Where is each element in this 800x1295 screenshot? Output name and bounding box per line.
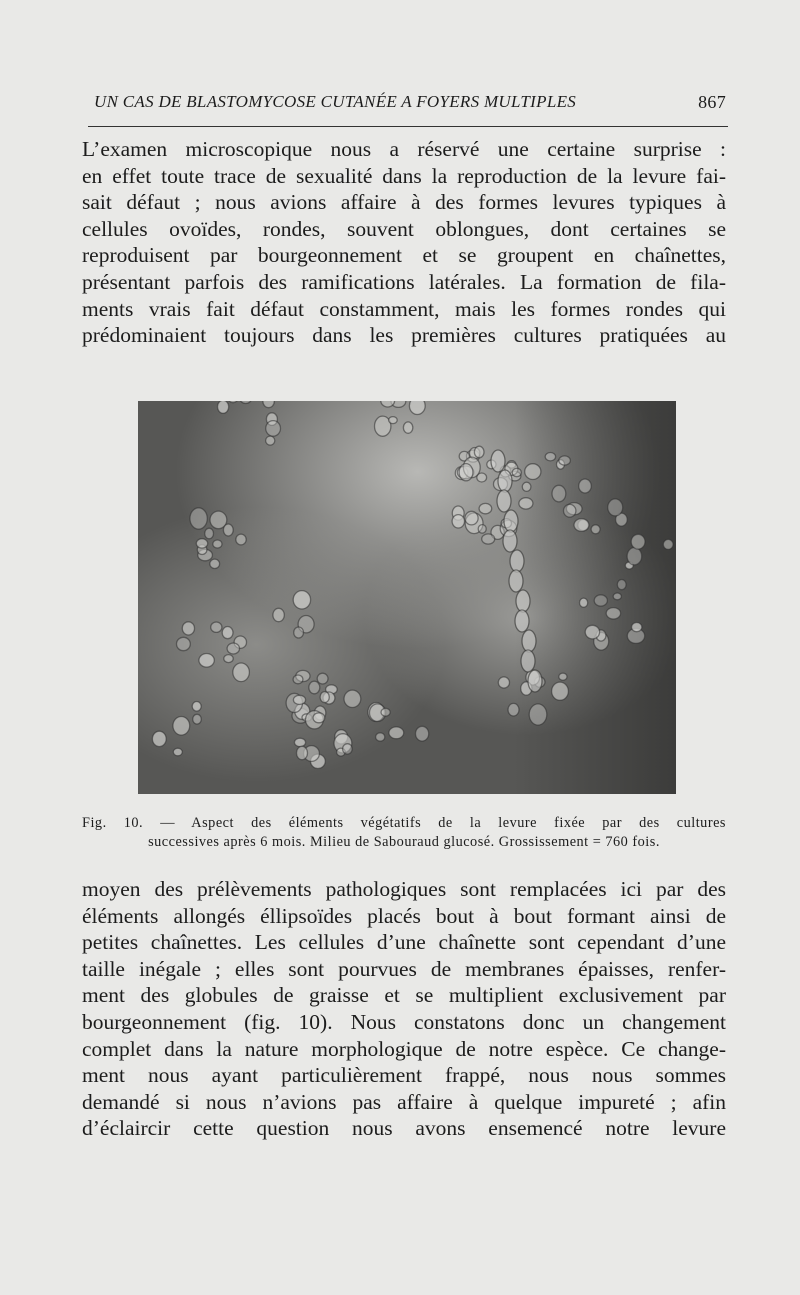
yeast-cell [381, 708, 390, 716]
yeast-cell-chain [509, 570, 523, 592]
yeast-cell-chain [528, 670, 542, 692]
yeast-cell [196, 539, 207, 548]
yeast-cell [552, 485, 566, 502]
paragraph-1 [82, 136, 726, 349]
yeast-cell [574, 519, 589, 532]
yeast-cell [519, 498, 533, 509]
text-line: en effet toute trace de sexualité dans la reproduction de la levure fai- [82, 163, 726, 188]
yeast-cell [199, 654, 214, 668]
yeast-cell [213, 540, 222, 548]
yeast-cell [508, 703, 519, 716]
text-line: sait défaut ; nous avions affaire à des formes levures typiques à [82, 190, 726, 215]
yeast-cell [545, 453, 555, 461]
yeast-cell-chain [504, 510, 518, 532]
text-line: petites chaînettes. Les cellules d’une chaînette sont cependant d’une [82, 930, 726, 955]
figure-micrograph [138, 401, 676, 794]
yeast-cell [152, 731, 166, 746]
yeast-cell [343, 744, 353, 754]
yeast-cell [403, 422, 412, 433]
text-line: L’examen microscopique nous a réservé une certaine surprise : [82, 137, 726, 161]
yeast-cell [320, 692, 329, 703]
yeast-cell-chain [516, 590, 530, 612]
yeast-cell [227, 643, 239, 654]
yeast-cell [522, 482, 531, 491]
text-line: présentant parfois des ramifications latérales. La formation de fila- [82, 269, 726, 294]
yeast-cell-chain [521, 650, 535, 672]
yeast-cell [222, 627, 233, 639]
yeast-cell [580, 598, 588, 607]
yeast-cell [224, 655, 233, 663]
page-number: 867 [698, 92, 726, 112]
yeast-cell [416, 726, 429, 741]
yeast-cell [606, 608, 620, 619]
yeast-cell [263, 401, 274, 408]
yeast-cell [529, 704, 547, 725]
yeast-cell [376, 733, 385, 741]
yeast-cell [632, 623, 642, 632]
yeast-cell [498, 677, 509, 688]
micrograph-image [138, 401, 676, 794]
yeast-cell [452, 515, 464, 528]
yeast-cell [478, 525, 486, 534]
yeast-cell [525, 464, 541, 480]
text-line: taille inégale ; elles sont pourvues de membranes épaisses, renfer- [82, 956, 726, 981]
caption-line: successives après 6 mois. Milieu de Sabouraud glucosé. Grossissement = 760 fois. [148, 834, 660, 850]
yeast-cell [613, 593, 621, 600]
yeast-cell [617, 580, 626, 590]
text-line: prédominaient toujours dans les premières cultures pratiquées au [82, 323, 726, 348]
figure-caption [82, 814, 726, 852]
yeast-cell [482, 534, 495, 544]
yeast-cell [190, 508, 207, 529]
text-line: demandé si nous n’avions pas affaire à quelque impureté ; afin [82, 1089, 726, 1114]
yeast-cell [409, 401, 425, 415]
text-line: ments vrais fait défaut constamment, mais les formes rondes qui [82, 296, 726, 321]
yeast-cell [211, 622, 222, 632]
yeast-cell [266, 436, 275, 445]
yeast-cell [591, 525, 600, 534]
text-line: bourgeonnement (fig. 10). Nous constatons donc un changement [82, 1009, 726, 1034]
yeast-cell [631, 534, 645, 549]
yeast-cell [564, 504, 576, 517]
yeast-cell [218, 401, 229, 413]
caption-line: Fig. 10. — Aspect des éléments végétatifs de la levure fixée par des cultures [82, 815, 726, 831]
yeast-cell [273, 608, 284, 621]
yeast-cell [594, 595, 607, 606]
yeast-cell [479, 503, 492, 513]
text-line: ment des globules de graisse et se multiplient exclusivement par [82, 983, 726, 1008]
text-line: ment nous ayant particulièrement frappé, nous nous sommes [82, 1063, 726, 1088]
yeast-cell [266, 421, 281, 437]
yeast-cell [465, 511, 478, 525]
yeast-cell [313, 713, 325, 723]
yeast-cell-chain [503, 530, 517, 552]
yeast-cell [173, 717, 190, 736]
yeast-cell [210, 559, 220, 568]
yeast-cell [297, 746, 308, 759]
text-line: cellules ovoïdes, rondes, souvent oblongues, dont certaines se [82, 216, 726, 241]
running-title: UN CAS DE BLASTOMYCOSE CUTANÉE A FOYERS MULTIPLES [94, 92, 577, 111]
text-line: d’éclaircir cette question nous avons ensemencé notre levure [82, 1116, 726, 1141]
yeast-cell [579, 479, 592, 493]
yeast-cell [512, 468, 521, 476]
yeast-cell [223, 524, 233, 536]
yeast-cell [192, 702, 201, 712]
yeast-cell-chain [497, 490, 511, 512]
yeast-cell [474, 446, 484, 458]
yeast-cell [309, 681, 320, 694]
yeast-cell [389, 727, 404, 739]
text-line: moyen des prélèvements pathologiques sont remplacées ici par des [82, 877, 726, 901]
yeast-cell [293, 675, 303, 684]
yeast-cell [627, 548, 642, 565]
yeast-cell [317, 673, 328, 684]
yeast-cell [389, 417, 398, 424]
yeast-cell [182, 622, 194, 635]
yeast-cell [173, 748, 182, 756]
yeast-cell [236, 534, 246, 545]
yeast-cell [585, 625, 599, 639]
yeast-cell [552, 682, 569, 700]
text-line: reproduisent par bourgeonnement et se groupent en chaînettes, [82, 243, 726, 268]
header-rule [88, 126, 728, 127]
yeast-cell-chain [515, 610, 529, 632]
yeast-cell [344, 690, 361, 707]
yeast-cell [559, 456, 571, 465]
yeast-cell-chain [498, 470, 512, 492]
yeast-cell [459, 464, 473, 481]
yeast-cell [559, 673, 567, 680]
yeast-cell [293, 591, 310, 609]
yeast-cell [193, 714, 202, 724]
yeast-cell [205, 528, 214, 539]
yeast-cell [293, 695, 305, 704]
yeast-cell-chain [510, 550, 524, 572]
yeast-cell [177, 637, 191, 650]
yeast-cell [608, 499, 623, 516]
yeast-cell [663, 539, 673, 549]
yeast-cell [233, 663, 250, 682]
yeast-cell [294, 738, 305, 746]
text-line: complet dans la nature morphologique de notre espèce. Ce change- [82, 1036, 726, 1061]
paragraph-2 [82, 876, 726, 1142]
text-line: éléments allongés éllipsoïdes placés bout à bout formant ainsi de [82, 903, 726, 928]
yeast-cell [294, 627, 304, 638]
yeast-cell-chain [522, 630, 536, 652]
yeast-cell-chain [491, 450, 505, 472]
running-head [82, 88, 728, 116]
